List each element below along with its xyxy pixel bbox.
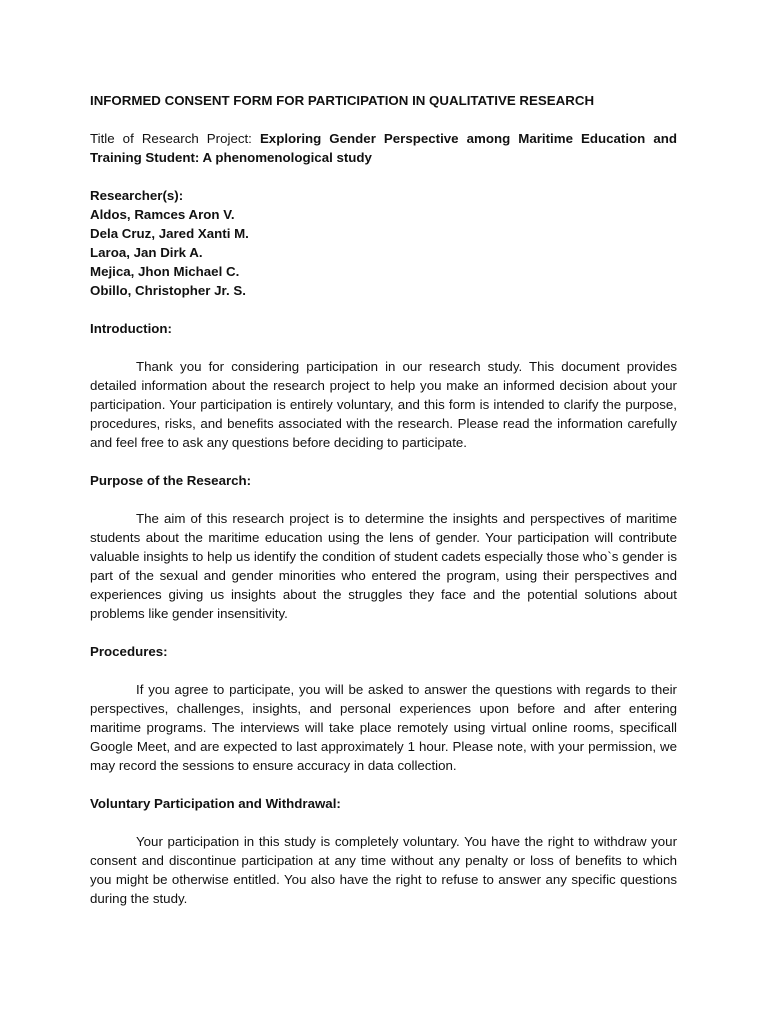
research-project-title (90, 129, 677, 167)
section-body-introduction: Thank you for considering participation in our research study. This document provides detailed information about the research project to help you make an informed decision about your participation. Your participation is entirely voluntary, and this form is intended to clarify the purpose, procedures, risks, and benefits associated with the research. Please read the information carefully and feel free to ask any questions before deciding to participate. (90, 359, 677, 450)
section-heading-introduction: Introduction: (90, 321, 172, 336)
section-body-procedures: If you agree to participate, you will be asked to answer the questions with regards to their perspectives, challenges, insights, and personal experiences upon before and after entering maritime programs. The interviews will take place remotely using virtual online rooms, specificall Google Meet, and are expected to last approximately 1 hour. Please note, with your permission, we may record the sessions to ensure accuracy in data collection. (90, 682, 677, 773)
section-body-purpose: The aim of this research project is to determine the insights and perspectives of maritime students about the maritime education using the lens of gender. Your participation will contribute valuable insights to help us identify the condition of student cadets especially those who`s gender is part of the sexual and gender minorities who entered the program, using their perspectives and experiences giving us insights about the struggles they face and the potential solutions about problems like gender insensitivity. (90, 511, 677, 621)
section-heading-procedures: Procedures: (90, 644, 168, 659)
researcher-name: Dela Cruz, Jared Xanti M. (90, 226, 249, 241)
researcher-name: Obillo, Christopher Jr. S. (90, 283, 246, 298)
project-title-value: Exploring Gender Perspective among Maritime Education and Training Student: A phenomenological study (90, 131, 677, 165)
researcher-name: Laroa, Jan Dirk A. (90, 245, 203, 260)
researcher-name: Mejica, Jhon Michael C. (90, 264, 240, 279)
section-body-voluntary-participation: Your participation in this study is completely voluntary. You have the right to withdraw your consent and discontinue participation at any time without any penalty or loss of benefits to which you might be otherwise entitled. You also have the right to refuse to answer any specific questions during the study. (90, 834, 677, 906)
project-title-label: Title of Research Project: (90, 131, 260, 146)
document-page (90, 91, 677, 927)
section-heading-purpose: Purpose of the Research: (90, 473, 252, 488)
researchers-heading: Researcher(s): (90, 188, 184, 203)
document-title: INFORMED CONSENT FORM FOR PARTICIPATION IN QUALITATIVE RESEARCH (90, 93, 595, 108)
researcher-name: Aldos, Ramces Aron V. (90, 207, 235, 222)
section-heading-voluntary-participation: Voluntary Participation and Withdrawal: (90, 796, 341, 811)
researchers-block (90, 186, 677, 300)
